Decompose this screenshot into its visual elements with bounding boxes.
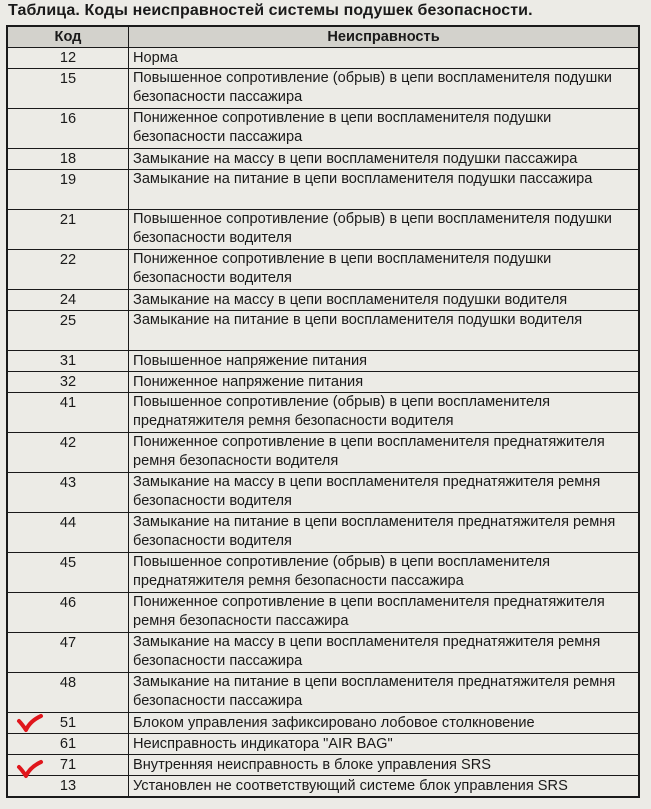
table-row [7, 776, 639, 798]
description-cell: Замыкание на питание в цепи воспламенителя подушки водителя [129, 311, 640, 351]
table-row [7, 250, 639, 290]
code-cell: 44 [7, 513, 129, 553]
fault-codes-table [6, 25, 640, 798]
code-cell: 32 [7, 372, 129, 393]
table-row [7, 755, 639, 776]
description-cell: Пониженное сопротивление в цепи воспламенителя подушки безопасности водителя [129, 250, 640, 290]
table-row [7, 473, 639, 513]
code-cell: 21 [7, 210, 129, 250]
table-row [7, 311, 639, 351]
table-row [7, 69, 639, 109]
code-cell: 61 [7, 734, 129, 755]
code-cell: 43 [7, 473, 129, 513]
code-cell: 48 [7, 673, 129, 713]
code-cell: 12 [7, 48, 129, 69]
code-cell: 41 [7, 393, 129, 433]
description-cell: Замыкание на массу в цепи воспламенителя преднатяжителя ремня безопасности водителя [129, 473, 640, 513]
table-row [7, 149, 639, 170]
column-header-code: Код [7, 26, 129, 48]
table-row [7, 734, 639, 755]
description-cell: Пониженное напряжение питания [129, 372, 640, 393]
description-cell: Блоком управления зафиксировано лобовое столкновение [129, 713, 640, 734]
description-cell: Повышенное сопротивление (обрыв) в цепи воспламенителя преднатяжителя ремня безопасности пассажира [129, 553, 640, 593]
description-cell: Неисправность индикатора "AIR BAG" [129, 734, 640, 755]
table-header-row [7, 26, 639, 48]
description-cell: Повышенное напряжение питания [129, 351, 640, 372]
code-cell: 19 [7, 170, 129, 210]
code-cell: 22 [7, 250, 129, 290]
table-row [7, 673, 639, 713]
description-cell: Повышенное сопротивление (обрыв) в цепи воспламенителя подушки безопасности водителя [129, 210, 640, 250]
table-row [7, 433, 639, 473]
code-cell: 15 [7, 69, 129, 109]
description-cell: Установлен не соответствующий системе блок управления SRS [129, 776, 640, 798]
description-cell: Замыкание на питание в цепи воспламенителя преднатяжителя ремня безопасности пассажира [129, 673, 640, 713]
column-header-description: Неисправность [129, 26, 640, 48]
table-row [7, 170, 639, 210]
description-cell: Пониженное сопротивление в цепи воспламенителя подушки безопасности пассажира [129, 109, 640, 149]
description-cell: Замыкание на питание в цепи воспламенителя подушки пассажира [129, 170, 640, 210]
code-cell: 31 [7, 351, 129, 372]
description-cell: Внутренняя неисправность в блоке управления SRS [129, 755, 640, 776]
code-cell: 18 [7, 149, 129, 170]
table-row [7, 210, 639, 250]
page-title: Таблица. Коды неисправностей системы подушек безопасности. [8, 2, 533, 19]
table-row [7, 48, 639, 69]
description-cell: Замыкание на массу в цепи воспламенителя преднатяжителя ремня безопасности пассажира [129, 633, 640, 673]
code-cell: 46 [7, 593, 129, 633]
description-cell: Пониженное сопротивление в цепи воспламенителя преднатяжителя ремня безопасности пассажира [129, 593, 640, 633]
description-cell: Замыкание на массу в цепи воспламенителя подушки водителя [129, 290, 640, 311]
code-cell: 24 [7, 290, 129, 311]
description-cell: Замыкание на питание в цепи воспламенителя преднатяжителя ремня безопасности водителя [129, 513, 640, 553]
code-cell: 51 [7, 713, 129, 734]
table-row [7, 593, 639, 633]
code-cell: 16 [7, 109, 129, 149]
red-checkmark-icon [16, 713, 44, 733]
description-cell: Повышенное сопротивление (обрыв) в цепи воспламенителя преднатяжителя ремня безопасности водителя [129, 393, 640, 433]
description-cell: Пониженное сопротивление в цепи воспламенителя преднатяжителя ремня безопасности водителя [129, 433, 640, 473]
table-row [7, 372, 639, 393]
table-row [7, 713, 639, 734]
code-cell: 25 [7, 311, 129, 351]
code-cell: 42 [7, 433, 129, 473]
description-cell: Замыкание на массу в цепи воспламенителя подушки пассажира [129, 149, 640, 170]
table-row [7, 513, 639, 553]
table-row [7, 633, 639, 673]
table-row [7, 290, 639, 311]
table-row [7, 553, 639, 593]
red-checkmark-icon [16, 759, 44, 779]
code-cell: 45 [7, 553, 129, 593]
table-row [7, 109, 639, 149]
code-cell: 71 [7, 755, 129, 776]
table-row [7, 351, 639, 372]
description-cell: Норма [129, 48, 640, 69]
code-cell: 47 [7, 633, 129, 673]
code-cell: 13 [7, 776, 129, 798]
table-row [7, 393, 639, 433]
description-cell: Повышенное сопротивление (обрыв) в цепи воспламенителя подушки безопасности пассажира [129, 69, 640, 109]
